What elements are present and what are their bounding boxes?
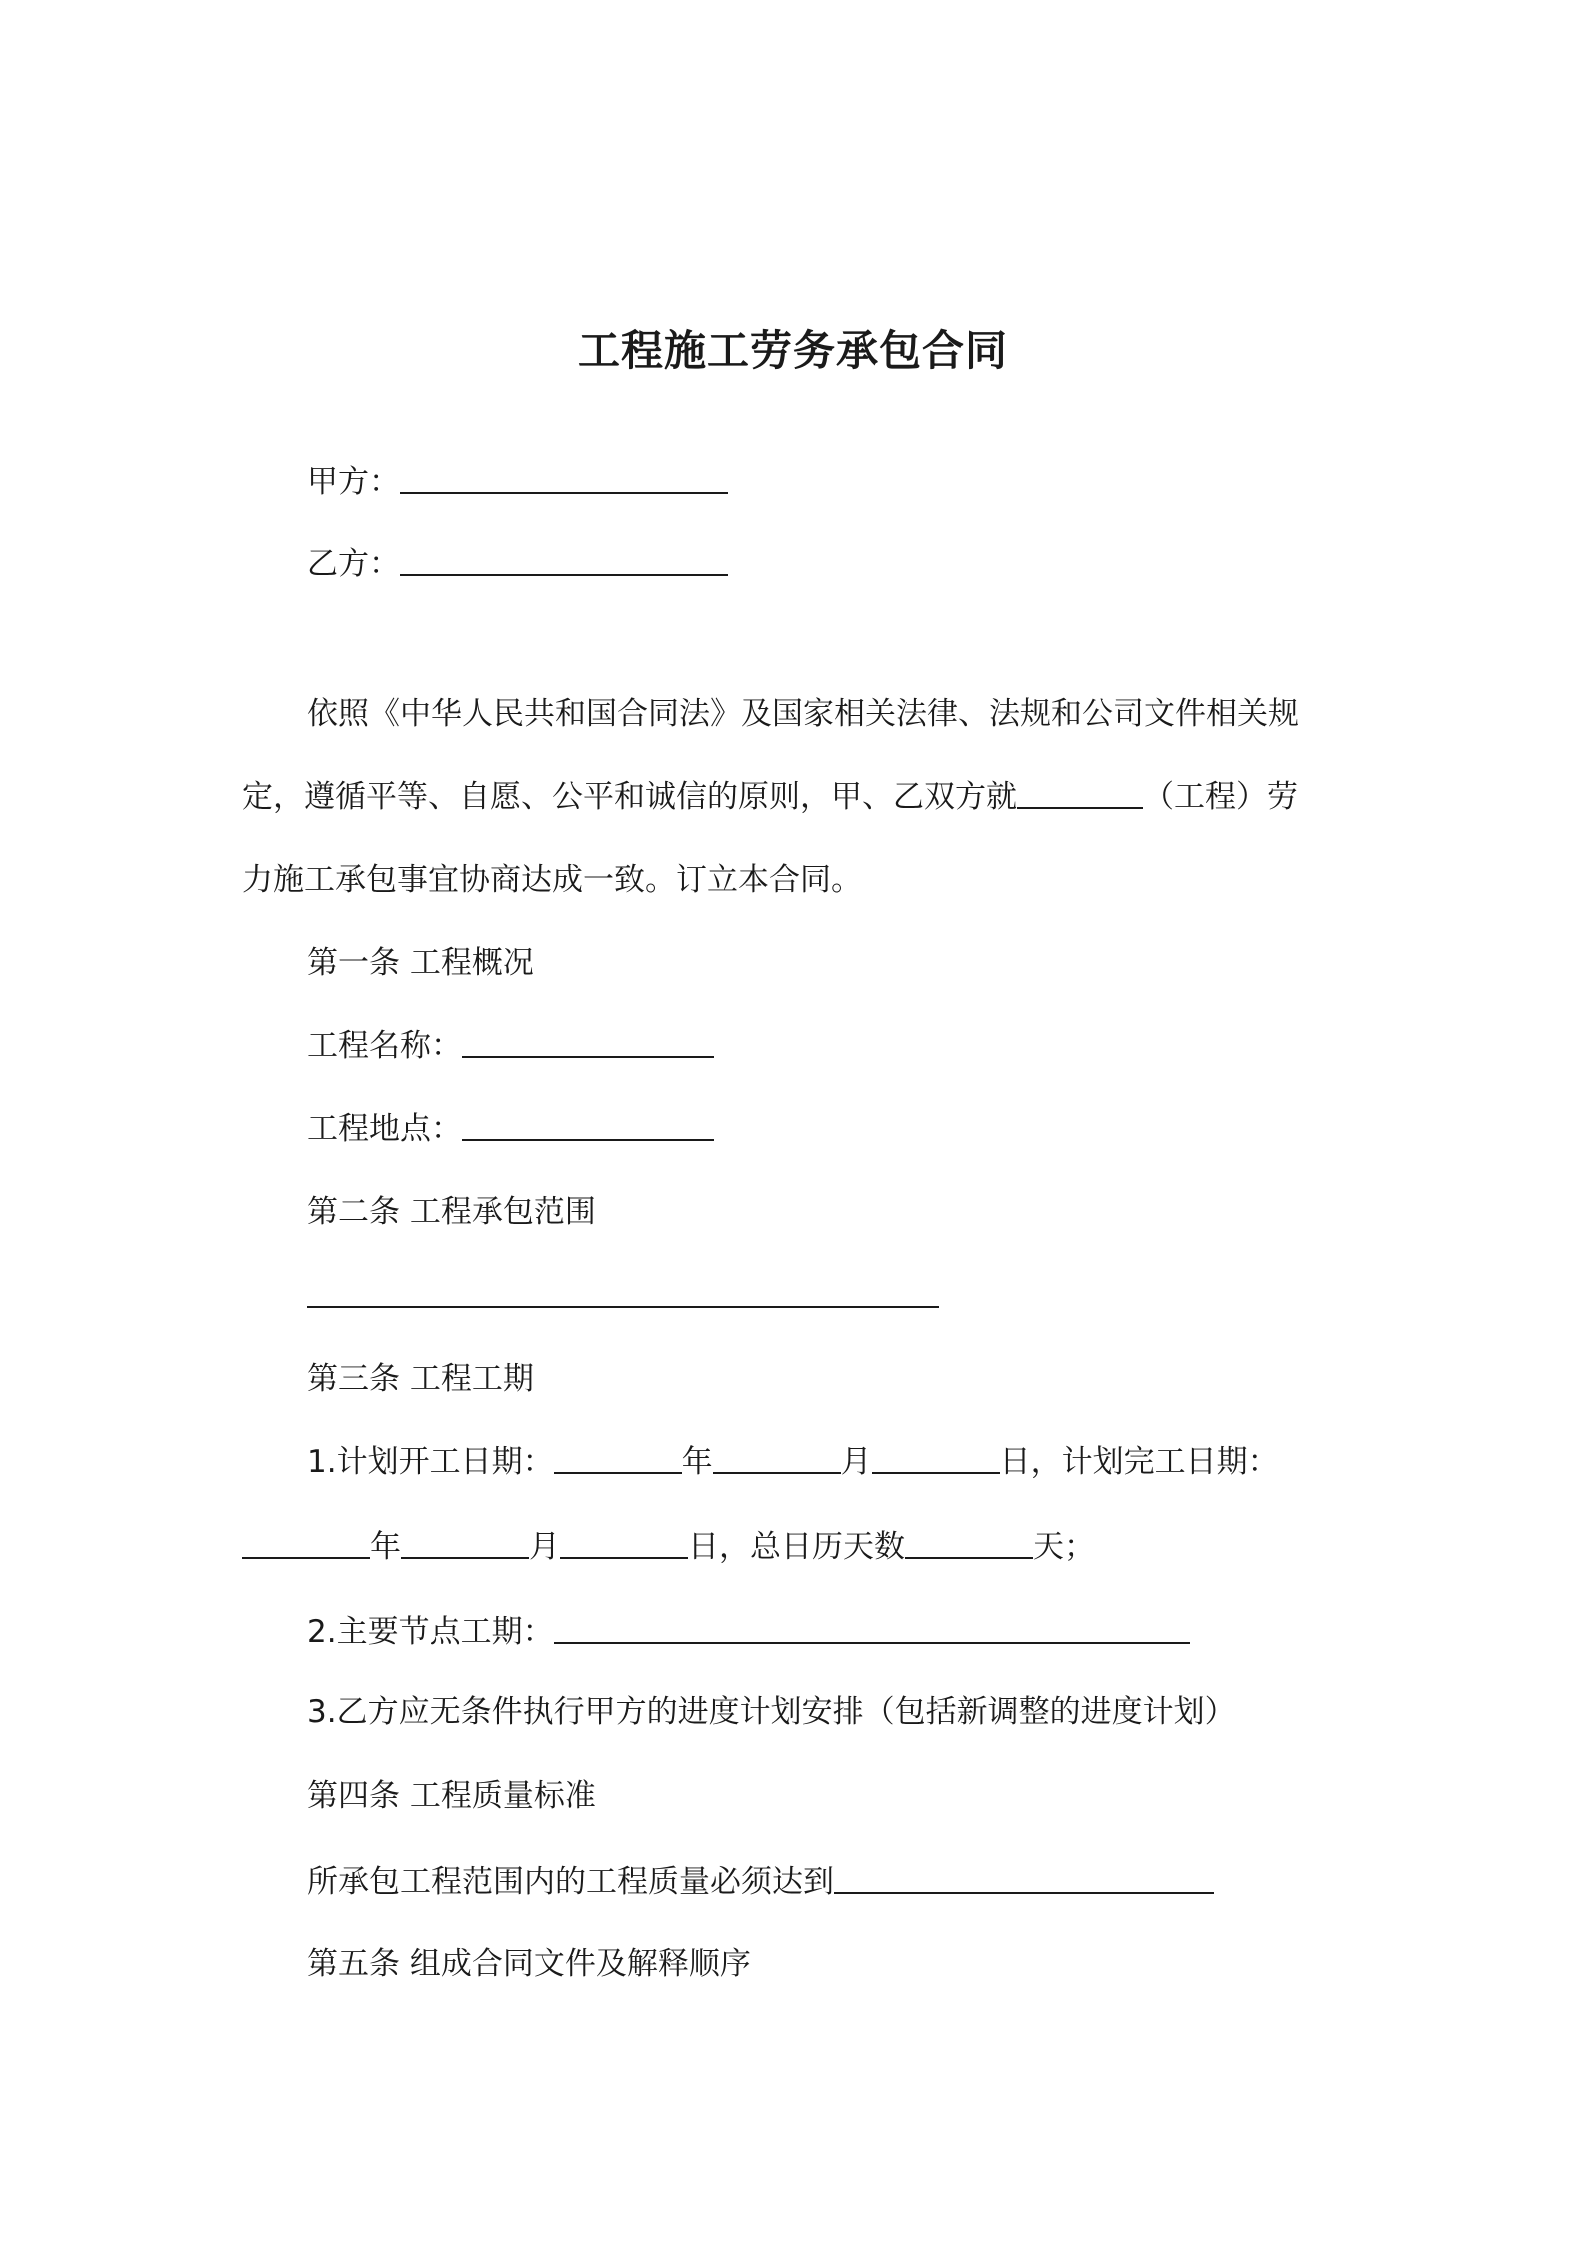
article-4-heading: 第四条 工程质量标准 xyxy=(307,1778,596,1814)
article-2-heading: 第二条 工程承包范围 xyxy=(307,1194,596,1230)
finish-year-blank xyxy=(242,1527,370,1559)
total-days-unit: 天； xyxy=(1033,1529,1095,1565)
project-name-line xyxy=(307,1026,714,1066)
project-location-line xyxy=(307,1109,714,1149)
party-b-blank xyxy=(400,544,728,576)
milestone-line xyxy=(307,1612,1190,1652)
start-date-label: 1.计划开工日期： xyxy=(307,1444,554,1480)
finish-year-unit: 年 xyxy=(370,1529,401,1565)
project-name-field-blank xyxy=(462,1026,714,1058)
start-year-blank xyxy=(554,1442,682,1474)
project-location-label: 工程地点： xyxy=(307,1111,462,1147)
start-month-blank xyxy=(713,1442,841,1474)
preamble-line-2-text-a: 定，遵循平等、自愿、公平和诚信的原则，甲、乙双方就 xyxy=(242,779,1017,815)
article-5-heading: 第五条 组成合同文件及解释顺序 xyxy=(307,1946,751,1982)
finish-date-label: 日，计划完工日期： xyxy=(999,1444,1279,1480)
party-a-line xyxy=(307,462,728,502)
party-b-label: 乙方： xyxy=(307,546,400,582)
preamble-line-2-text-b: （工程）劳 xyxy=(1143,779,1298,815)
party-a-label: 甲方： xyxy=(307,464,400,500)
schedule-finish-line xyxy=(242,1527,1095,1567)
project-name-label: 工程名称： xyxy=(307,1028,462,1064)
party-a-blank xyxy=(400,462,728,494)
scope-line xyxy=(307,1276,939,1316)
preamble-line-3: 力施工承包事宜协商达成一致。订立本合同。 xyxy=(242,862,862,898)
article-1-heading: 第一条 工程概况 xyxy=(307,945,534,981)
preamble-line-2 xyxy=(242,777,1298,817)
total-days-label: 日，总日历天数 xyxy=(688,1529,905,1565)
finish-day-blank xyxy=(560,1527,688,1559)
start-day-blank xyxy=(872,1442,1000,1474)
start-year-unit: 年 xyxy=(681,1444,713,1480)
milestone-blank xyxy=(554,1612,1190,1644)
finish-month-unit: 月 xyxy=(529,1529,560,1565)
finish-month-blank xyxy=(401,1527,529,1559)
quality-standard-blank xyxy=(834,1862,1214,1894)
start-month-unit: 月 xyxy=(840,1444,872,1480)
project-location-blank xyxy=(462,1109,714,1141)
schedule-item-3: 3.乙方应无条件执行甲方的进度计划安排（包括新调整的进度计划） xyxy=(307,1694,1236,1730)
preamble-line-1: 依照《中华人民共和国合同法》及国家相关法律、法规和公司文件相关规 xyxy=(307,696,1299,732)
milestone-label: 2.主要节点工期： xyxy=(307,1614,554,1650)
total-days-blank xyxy=(905,1527,1033,1559)
party-b-line xyxy=(307,544,728,584)
article-3-heading: 第三条 工程工期 xyxy=(307,1361,534,1397)
contract-title: 工程施工劳务承包合同 xyxy=(577,326,1008,375)
quality-standard-line xyxy=(307,1862,1214,1902)
scope-blank xyxy=(307,1276,939,1308)
schedule-start-line xyxy=(307,1442,1279,1482)
project-name-blank xyxy=(1017,777,1143,809)
quality-standard-text: 所承包工程范围内的工程质量必须达到 xyxy=(307,1864,834,1900)
